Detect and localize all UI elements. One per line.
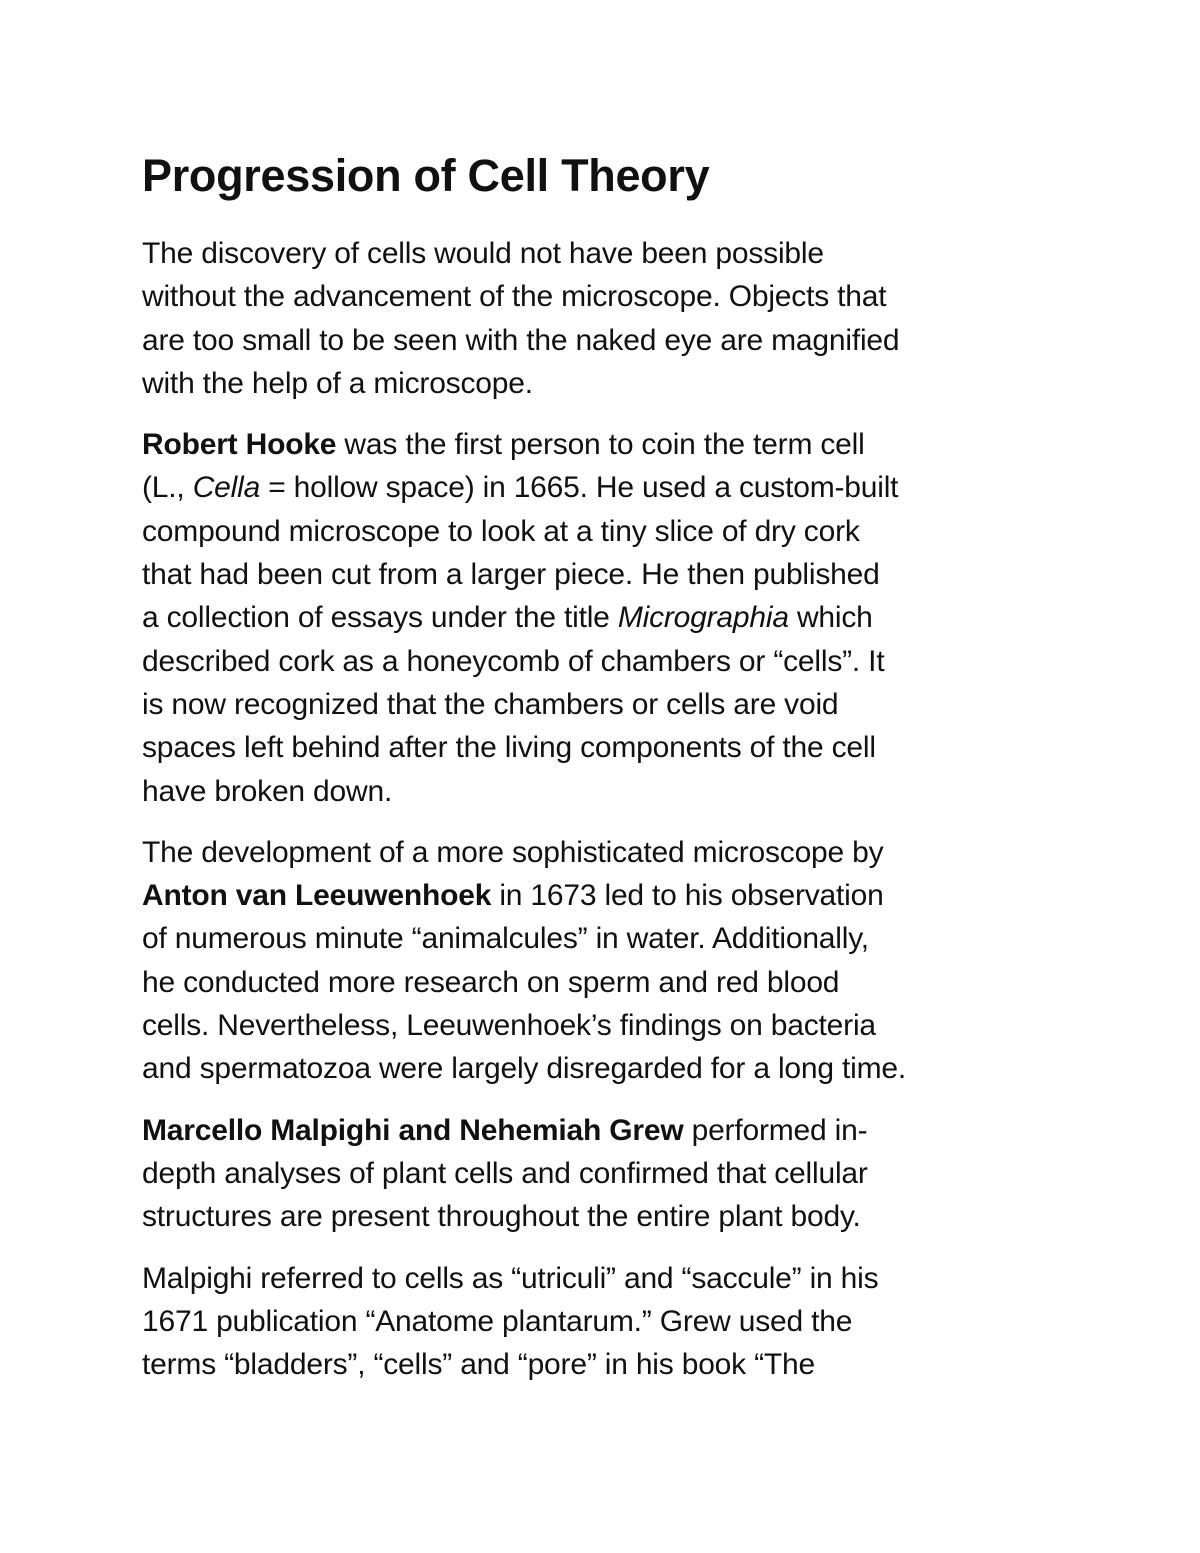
- text-fragment: (L.,: [142, 471, 193, 505]
- text-line: are too small to be seen with the naked eye are magnified: [142, 323, 900, 357]
- text-line: and spermatozoa were largely disregarded for a long time.: [142, 1052, 907, 1086]
- paragraph-microscope-intro: [142, 232, 1072, 405]
- page-title: Progression of Cell Theory: [142, 150, 710, 201]
- text-line: he conducted more research on sperm and red blood: [142, 965, 840, 999]
- term-cella: Cella: [192, 471, 261, 505]
- paragraph-robert-hooke: [142, 423, 1072, 813]
- text-fragment: was the first person to coin the term cell: [336, 428, 865, 462]
- text-line: Malpighi referred to cells as “utriculi” and “saccule” in his: [142, 1261, 879, 1295]
- text-line: have broken down.: [142, 774, 393, 808]
- name-malpighi-and-grew: Marcello Malpighi and Nehemiah Grew: [142, 1113, 684, 1147]
- text-line: compound microscope to look at a tiny slice of dry cork: [142, 514, 860, 548]
- text-line: 1671 publication “Anatome plantarum.” Grew used the: [142, 1304, 853, 1338]
- text-fragment: = hollow space) in 1665. He used a custom-built: [260, 471, 899, 505]
- paragraph-malpighi-grew: [142, 1109, 1072, 1239]
- text-line: The discovery of cells would not have been possible: [142, 237, 824, 270]
- text-fragment: performed in-: [683, 1113, 868, 1147]
- text-line: of numerous minute “animalcules” in water. Additionally,: [142, 922, 869, 956]
- text-line: depth analyses of plant cells and confirmed that cellular: [142, 1156, 868, 1190]
- text-line: terms “bladders”, “cells” and “pore” in his book “The: [142, 1348, 815, 1382]
- text-line: [142, 874, 1072, 917]
- text-line: [142, 596, 1072, 639]
- name-anton-van-leeuwenhoek: Anton van Leeuwenhoek: [142, 879, 492, 913]
- text-fragment: which: [788, 601, 873, 635]
- text-line: The development of a more sophisticated microscope by: [142, 835, 884, 869]
- document-page: [142, 146, 1072, 1404]
- text-line: with the help of a microscope.: [142, 366, 533, 400]
- text-line: [142, 423, 1072, 466]
- paragraph-terminology: [142, 1257, 1072, 1387]
- name-robert-hooke: Robert Hooke: [142, 428, 337, 462]
- text-line: that had been cut from a larger piece. He then published: [142, 558, 880, 592]
- text-line: [142, 466, 1072, 509]
- text-fragment: a collection of essays under the title: [142, 601, 618, 635]
- text-line: is now recognized that the chambers or cells are void: [142, 687, 839, 721]
- paragraph-leeuwenhoek: [142, 831, 1072, 1091]
- text-line: structures are present throughout the entire plant body.: [142, 1200, 861, 1234]
- text-line: [142, 1109, 1072, 1152]
- title-micrographia: Micrographia: [617, 601, 789, 635]
- text-line: spaces left behind after the living components of the cell: [142, 731, 876, 765]
- text-line: without the advancement of the microscope. Objects that: [142, 280, 887, 314]
- text-fragment: in 1673 led to his observation: [491, 879, 884, 913]
- text-line: cells. Nevertheless, Leeuwenhoek’s findings on bacteria: [142, 1009, 876, 1043]
- text-line: described cork as a honeycomb of chambers or “cells”. It: [142, 644, 885, 678]
